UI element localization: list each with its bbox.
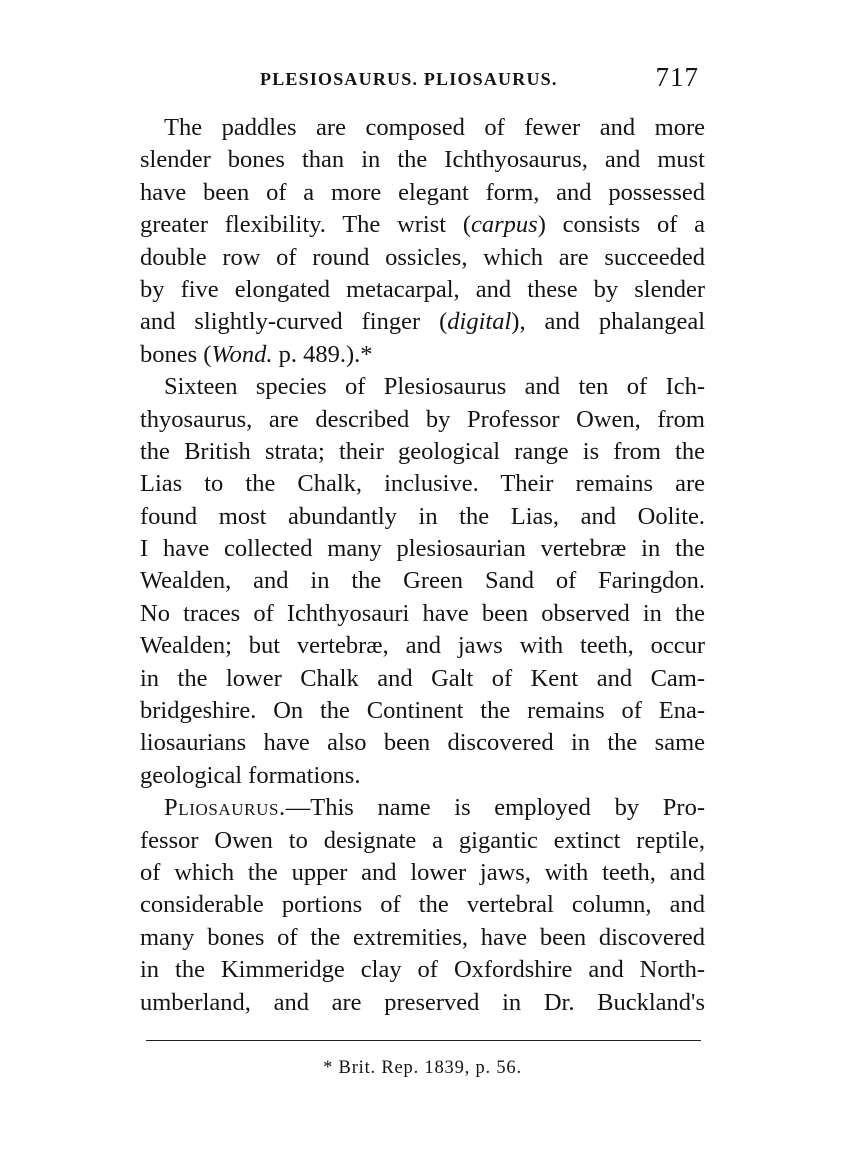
text-line: umberland, and are preserved in Dr. Buckland's	[140, 988, 705, 1016]
text-line: in the lower Chalk and Galt of Kent and Cam-	[140, 664, 705, 692]
text-line: Lias to the Chalk, inclusive. Their remains are	[140, 470, 705, 498]
text-line: Sixteen species of Plesiosaurus and ten of Ich-	[164, 373, 705, 401]
text-line: thyosaurus, are described by Professor Owen, from	[140, 405, 705, 433]
footnote-text: * Brit. Rep. 1839, p. 56.	[323, 1058, 522, 1078]
text-fragment: ) consists of a	[537, 211, 705, 239]
text-fragment: ), and phalangeal	[511, 308, 706, 336]
text-line: slender bones than in the Ichthyosaurus, and must	[140, 146, 705, 174]
text-line: I have collected many plesiosaurian vertebræ in the	[140, 535, 705, 563]
text-line: Wealden; but vertebræ, and jaws with teeth, occur	[140, 632, 705, 660]
text-line: of which the upper and lower jaws, with teeth, and	[140, 858, 705, 886]
section-lead: Pliosaurus.	[164, 794, 286, 822]
text-fragment: p. 489.).*	[272, 340, 373, 368]
text-line: the British strata; their geological range is from the	[140, 437, 705, 465]
text-fragment: and slightly-curved finger (	[140, 308, 448, 336]
body-text	[140, 112, 705, 1019]
text-line: The paddles are composed of fewer and more	[164, 114, 705, 141]
italic-term: carpus	[470, 211, 538, 239]
text-fragment: greater flexibility. The wrist (	[140, 211, 471, 239]
text-line: have been of a more elegant form, and possessed	[140, 178, 705, 206]
running-title: PLESIOSAURUS. PLIOSAURUS.	[260, 69, 558, 89]
text-line: many bones of the extremities, have been discovered	[140, 923, 705, 951]
text-line: by five elongated metacarpal, and these by slender	[140, 275, 705, 303]
italic-citation: Wond.	[211, 340, 273, 368]
text-line	[140, 209, 705, 241]
text-line: considerable portions of the vertebral column, and	[140, 891, 705, 919]
text-line: found most abundantly in the Lias, and Oolite.	[140, 502, 705, 530]
text-fragment: bones (	[140, 340, 212, 368]
text-line: fessor Owen to designate a gigantic extinct reptile,	[140, 826, 705, 854]
text-line: in the Kimmeridge clay of Oxfordshire and North-	[140, 956, 705, 984]
text-line: bridgeshire. On the Continent the remains of Ena-	[140, 697, 705, 725]
text-fragment: —This name is employed by Pro-	[285, 794, 705, 822]
text-line	[140, 306, 705, 338]
footnote	[140, 1058, 705, 1079]
text-line	[140, 339, 705, 371]
text-line: liosaurians have also been discovered in the same	[140, 729, 705, 757]
text-line: No traces of Ichthyosauri have been observed in the	[140, 599, 705, 627]
text-line	[140, 792, 705, 824]
text-line: geological formations.	[140, 761, 361, 789]
text-line: double row of round ossicles, which are succeeded	[140, 243, 705, 271]
italic-term: digital	[447, 308, 512, 336]
footnote-rule	[146, 1040, 701, 1041]
page-number: 717	[655, 62, 699, 92]
text-line: Wealden, and in the Green Sand of Faringdon.	[140, 567, 705, 595]
running-head	[140, 62, 705, 96]
